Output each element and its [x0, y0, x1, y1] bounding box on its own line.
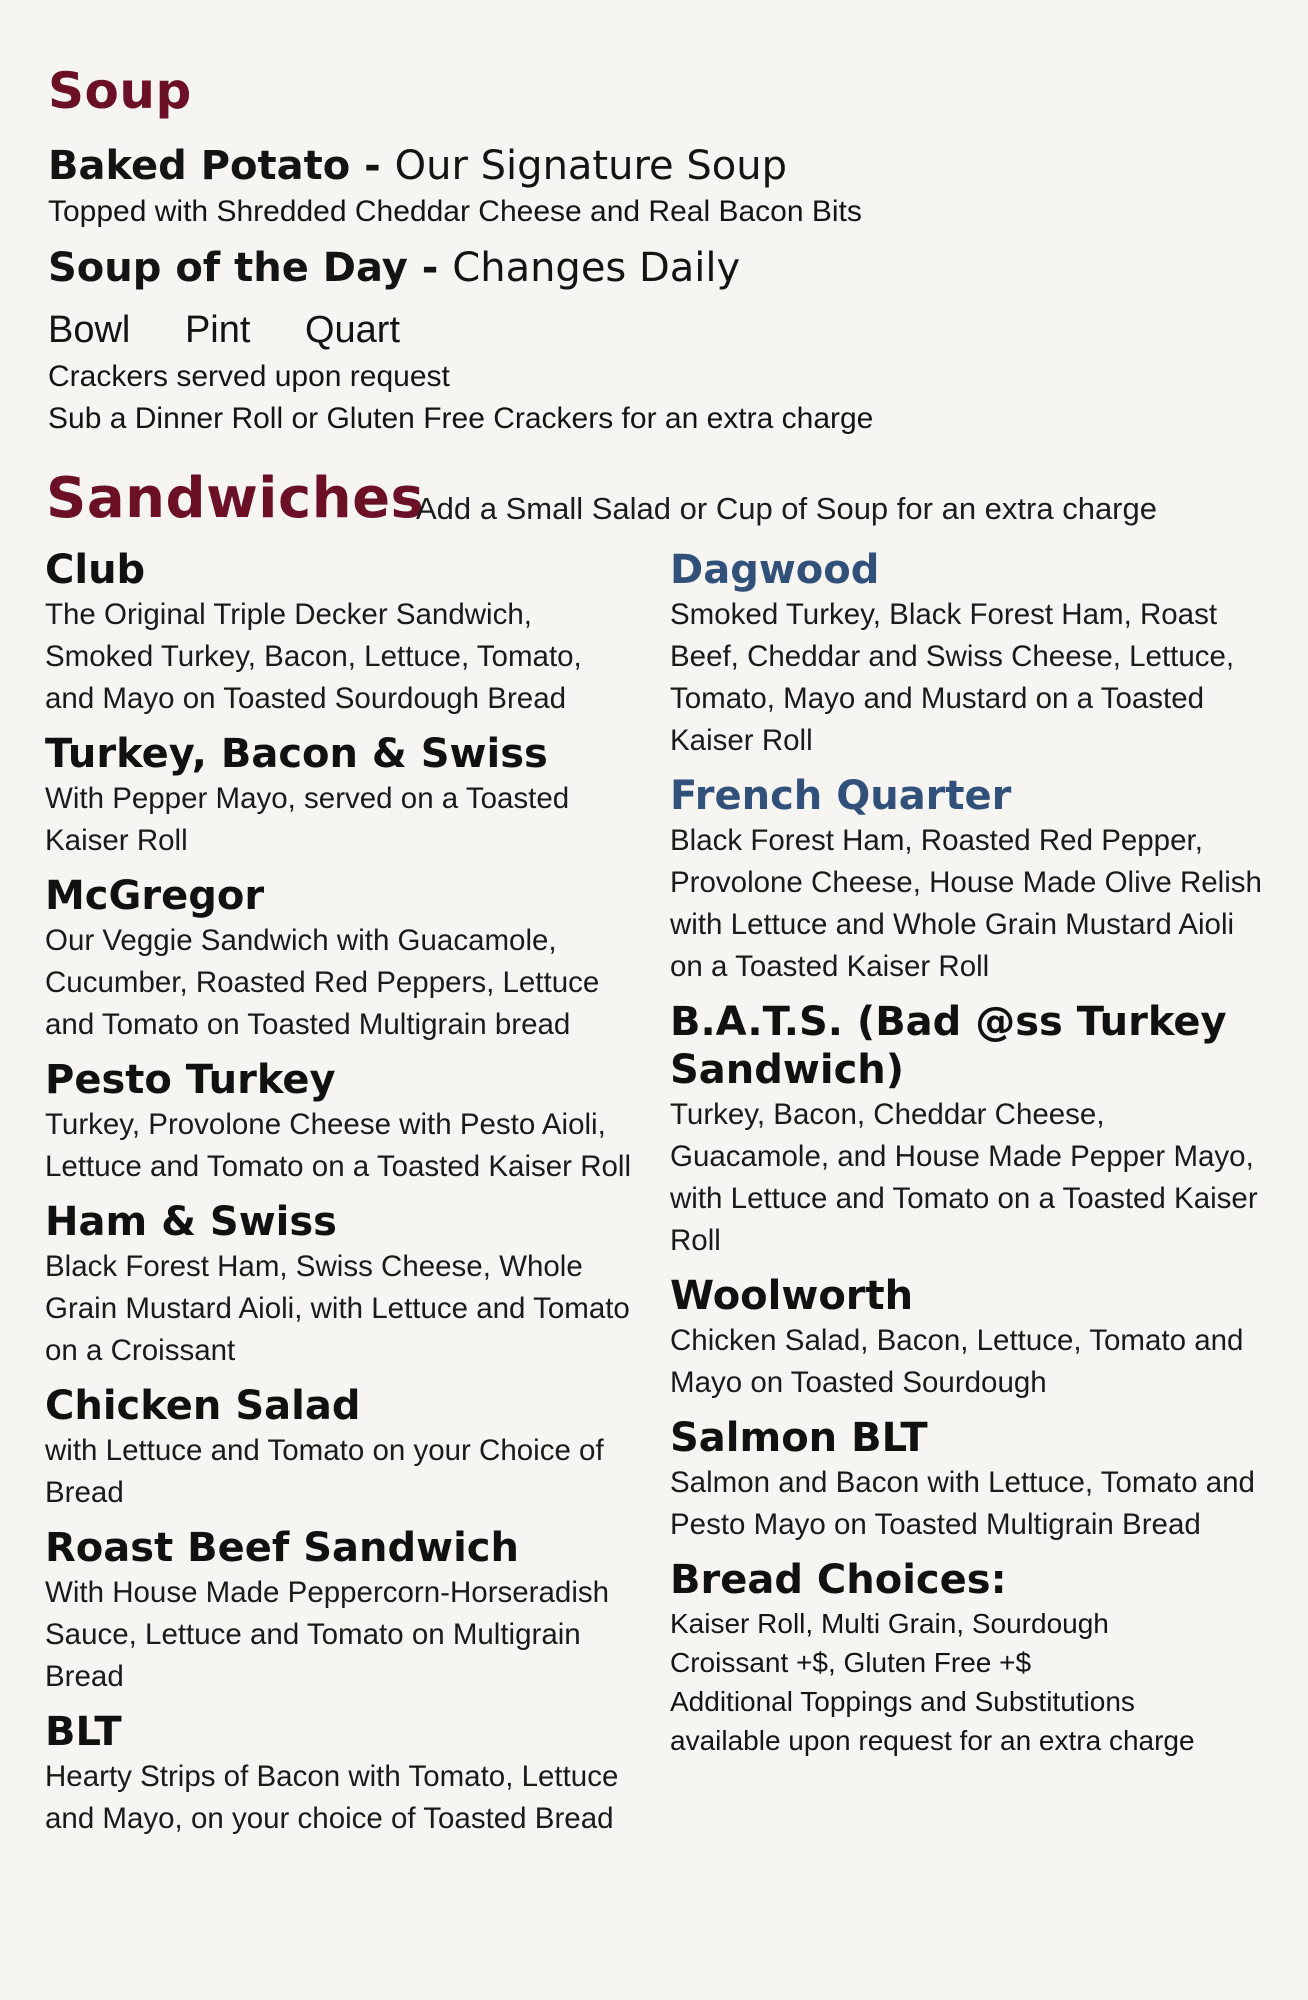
menu-item-description: Hearty Strips of Bacon with Tomato, Lettuce and Mayo, on your choice of Toasted Bread — [45, 1760, 619, 1835]
sandwiches-section-title: Sandwiches — [46, 466, 425, 531]
bread-choices-line: Kaiser Roll, Multi Grain, Sourdough — [670, 1608, 1109, 1639]
soup-section-title: Soup — [48, 62, 192, 120]
menu-item-name: Dagwood — [670, 547, 880, 593]
menu-item-name: B.A.T.S. (Bad @ss Turkey Sandwich) — [670, 999, 1227, 1093]
menu-item-name: French Quarter — [670, 773, 1012, 819]
menu-item — [45, 730, 635, 862]
menu-item — [670, 546, 1270, 762]
menu-item-description: Turkey, Bacon, Cheddar Cheese, Guacamole, and House Made Pepper Mayo, with Lettuce and Tomato on a Toasted Kaiser Roll — [670, 1098, 1258, 1257]
menu-item-description: Salmon and Bacon with Lettuce, Tomato and Pesto Mayo on Toasted Multigrain Bread — [670, 1466, 1255, 1541]
soup-item-subtitle: Changes Daily — [452, 245, 741, 291]
menu-item-name: Salmon BLT — [670, 1415, 928, 1461]
menu-item-name: BLT — [45, 1709, 122, 1755]
menu-item — [670, 1414, 1270, 1546]
menu-item — [45, 1198, 635, 1372]
menu-item-description: with Lettuce and Tomato on your Choice of Bread — [45, 1434, 604, 1509]
menu-item-description: The Original Triple Decker Sandwich, Smoked Turkey, Bacon, Lettuce, Tomato, and Mayo on Toasted Sourdough Bread — [45, 598, 582, 715]
menu-item-description: Smoked Turkey, Black Forest Ham, Roast Beef, Cheddar and Swiss Cheese, Lettuce, Tomato, Mayo and Mustard on a Toasted Kaiser Roll — [670, 598, 1235, 757]
menu-item-name: Woolworth — [670, 1273, 914, 1319]
sandwich-column-right — [670, 546, 1270, 1770]
menu-item — [45, 1382, 635, 1514]
soup-item-name: Baked Potato - — [48, 143, 395, 189]
menu-item — [670, 1272, 1270, 1404]
menu-item — [670, 772, 1270, 988]
bread-choices-line: available upon request for an extra charge — [670, 1725, 1195, 1756]
soup-item-name: Soup of the Day - — [48, 245, 453, 291]
menu-item — [45, 1056, 635, 1188]
menu-item-description: With House Made Peppercorn-Horseradish Sauce, Lettuce and Tomato on Multigrain Bread — [45, 1576, 610, 1693]
menu-item-name: Pesto Turkey — [45, 1057, 336, 1103]
soup-section — [48, 140, 1198, 440]
soup-item — [48, 242, 1198, 294]
menu-item-name: Club — [45, 547, 146, 593]
menu-item — [45, 546, 635, 720]
bread-choices-title: Bread Choices: — [670, 1557, 1007, 1603]
menu-item-name: Roast Beef Sandwich — [45, 1525, 519, 1571]
bread-choices-line: Additional Toppings and Substitutions — [670, 1686, 1135, 1717]
soup-item-subtitle: Our Signature Soup — [394, 143, 787, 189]
size-quart: Quart — [304, 309, 401, 351]
soup-sizes — [48, 304, 1198, 356]
menu-item-name: Turkey, Bacon & Swiss — [45, 731, 548, 777]
menu-item — [45, 872, 635, 1046]
menu-item-description: Black Forest Ham, Swiss Cheese, Whole Grain Mustard Aioli, with Lettuce and Tomato on a Croissant — [45, 1250, 630, 1367]
soup-note: Crackers served upon request — [48, 360, 450, 393]
bread-choices-line: Croissant +$, Gluten Free +$ — [670, 1647, 1032, 1678]
soup-item — [48, 140, 1198, 232]
menu-item-description: Our Veggie Sandwich with Guacamole, Cucumber, Roasted Red Peppers, Lettuce and Tomato on Toasted Multigrain bread — [45, 924, 600, 1041]
sandwiches-note: Add a Small Salad or Cup of Soup for an extra charge — [416, 491, 1157, 526]
menu-item-name: McGregor — [45, 873, 265, 919]
sandwich-column-left — [45, 546, 635, 1850]
menu-item-name: Chicken Salad — [45, 1383, 361, 1429]
soup-item-description: Topped with Shredded Cheddar Cheese and Real Bacon Bits — [48, 195, 862, 228]
bread-choices — [670, 1556, 1270, 1760]
size-bowl: Bowl — [48, 309, 131, 351]
menu-item-description: Chicken Salad, Bacon, Lettuce, Tomato and Mayo on Toasted Sourdough — [670, 1324, 1244, 1399]
soup-note: Sub a Dinner Roll or Gluten Free Crackers for an extra charge — [48, 402, 874, 435]
menu-item — [45, 1708, 635, 1840]
menu-item-description: Black Forest Ham, Roasted Red Pepper, Provolone Cheese, House Made Olive Relish with Lettuce and Whole Grain Mustard Aioli on a Toasted Kaiser Roll — [670, 824, 1262, 983]
menu-item-description: Turkey, Provolone Cheese with Pesto Aioli, Lettuce and Tomato on a Toasted Kaiser Roll — [45, 1108, 632, 1183]
menu-item — [670, 998, 1270, 1262]
menu-item-name: Ham & Swiss — [45, 1199, 337, 1245]
menu-item-description: With Pepper Mayo, served on a Toasted Kaiser Roll — [45, 782, 570, 857]
size-pint: Pint — [184, 309, 251, 351]
menu-item — [45, 1524, 635, 1698]
